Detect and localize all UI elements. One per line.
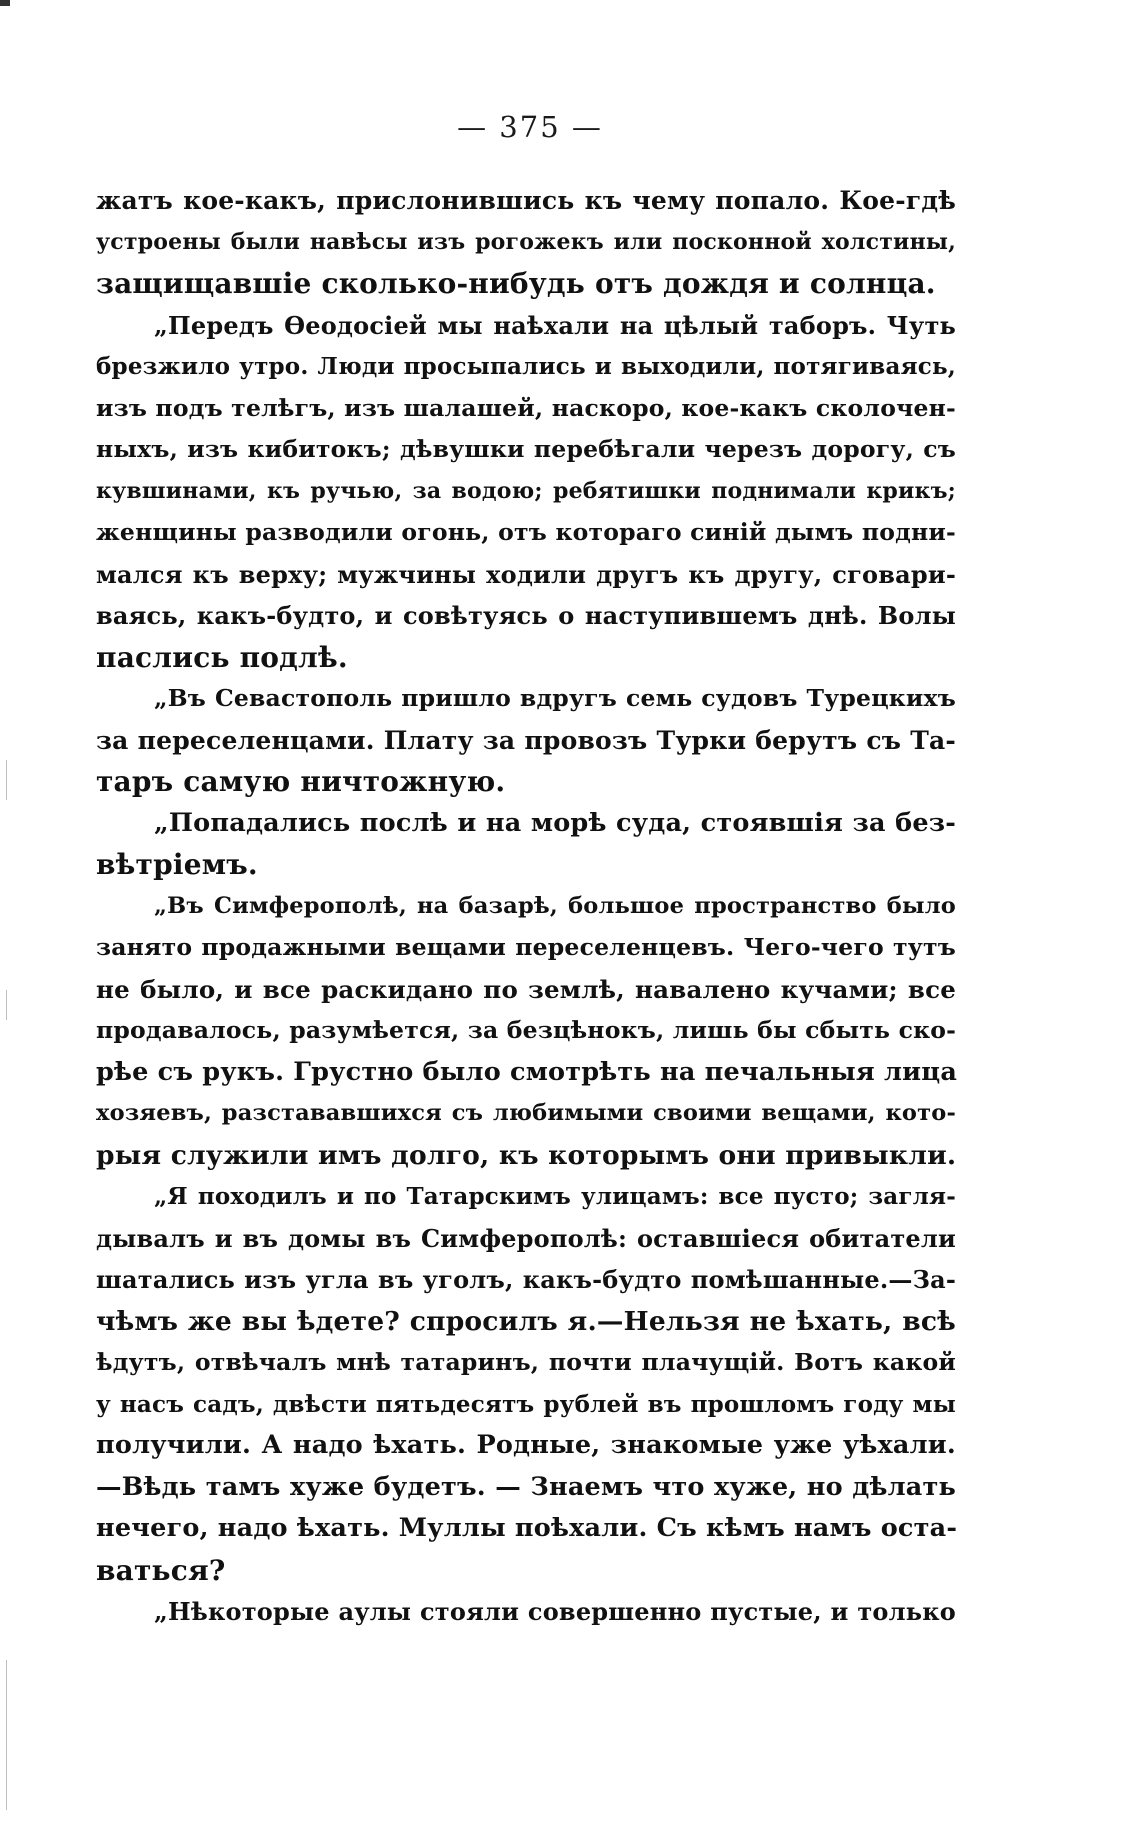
text-line: жатъ кое-какъ, прислонившись къ чему попало. Кое-гдѣ (96, 186, 956, 215)
text-line: защищавшіе сколько-нибудь отъ дождя и солнца. (96, 267, 936, 300)
text-line: женщины разводили огонь, отъ котораго синій дымъ подни- (96, 518, 956, 546)
text-line: —Вѣдь тамъ хуже будетъ. — Знаемъ что хуже, но дѣлать (96, 1471, 956, 1502)
text-line: за переселенцами. Плату за провозъ Турки берутъ съ Та- (96, 725, 956, 755)
text-line: рыя служили имъ долго, къ которымъ они привыкли. (96, 1139, 957, 1171)
text-line: ѣдутъ, отвѣчалъ мнѣ татаринъ, почти плачущій. Вотъ какой (96, 1348, 956, 1376)
text-line: получили. А надо ѣхать. Родные, знакомые уже уѣхали. (96, 1430, 956, 1460)
scan-edge-mark (6, 990, 7, 1020)
text-line: чѣмъ же вы ѣдете? спросилъ я.—Нельзя не ѣхать, всѣ (96, 1305, 956, 1337)
text-line: вѣтріемъ. (96, 848, 258, 881)
text-line: ваться? (96, 1553, 226, 1587)
scan-edge-mark (6, 760, 7, 800)
text-line: у насъ садъ, двѣсти пятьдесятъ рублей въ прошломъ году мы (96, 1390, 956, 1418)
text-line: хозяевъ, разстававшихся съ любимыми своими вещами, кото- (96, 1100, 956, 1126)
text-line: „Нѣкоторые аулы стояли совершенно пустые, и только (154, 1597, 956, 1626)
scan-corner-mark (0, 0, 10, 6)
text-line: шатались изъ угла въ уголъ, какъ-будто помѣшанные.—За- (96, 1265, 956, 1294)
text-line: продавалось, разумѣется, за безцѣнокъ, лишь бы сбыть ско- (96, 1016, 957, 1044)
text-line: паслись подлѣ. (96, 640, 348, 674)
text-line: брезжило утро. Люди просыпались и выходили, потягиваясь, (96, 353, 956, 380)
text-line: устроены были навѣсы изъ рогожекъ или посконной холстины, (96, 228, 956, 255)
text-line: дывалъ и въ домы въ Симферополѣ: оставшіеся обитатели (96, 1223, 956, 1253)
text-line: „Передъ Ѳеодосіей мы наѣхали на цѣлый таборъ. Чуть (154, 310, 956, 340)
text-line: изъ подъ телѣгъ, изъ шалашей, наскоро, кое-какъ сколочен- (96, 393, 956, 422)
page-number: — 375 — (457, 110, 603, 144)
text-line: нечего, надо ѣхать. Муллы поѣхали. Съ кѣмъ намъ оста- (96, 1513, 958, 1543)
text-line: „Я походилъ и по Татарскимъ улицамъ: все пусто; загля- (154, 1183, 956, 1210)
text-line: ваясь, какъ-будто, и совѣтуясь о наступившемъ днѣ. Волы (96, 601, 956, 630)
text-line: „Попадались послѣ и на морѣ суда, стоявшія за без- (154, 807, 956, 838)
text-line: занято продажными вещами переселенцевъ. Чего-чего тутъ (96, 933, 956, 961)
text-line: рѣе съ рукъ. Грустно было смотрѣть на печальныя лица (96, 1056, 958, 1087)
text-line: не было, и все раскидано по землѣ, навалено кучами; все (96, 974, 956, 1004)
text-line: кувшинами, къ ручью, за водою; ребятишки поднимали крикъ; (96, 477, 956, 504)
text-line: ныхъ, изъ кибитокъ; дѣвушки перебѣгали черезъ дорогу, съ (96, 435, 956, 463)
body-text (96, 180, 956, 1633)
text-line: мался къ верху; мужчины ходили другъ къ другу, сговари- (96, 559, 956, 589)
text-line: „Въ Симферополѣ, на базарѣ, большое пространство было (154, 892, 956, 919)
scan-edge-mark (6, 1660, 7, 1810)
text-line: „Въ Севастополь пришло вдругъ семь судовъ Турецкихъ (154, 684, 956, 712)
text-line: таръ самую ничтожную. (96, 765, 506, 798)
